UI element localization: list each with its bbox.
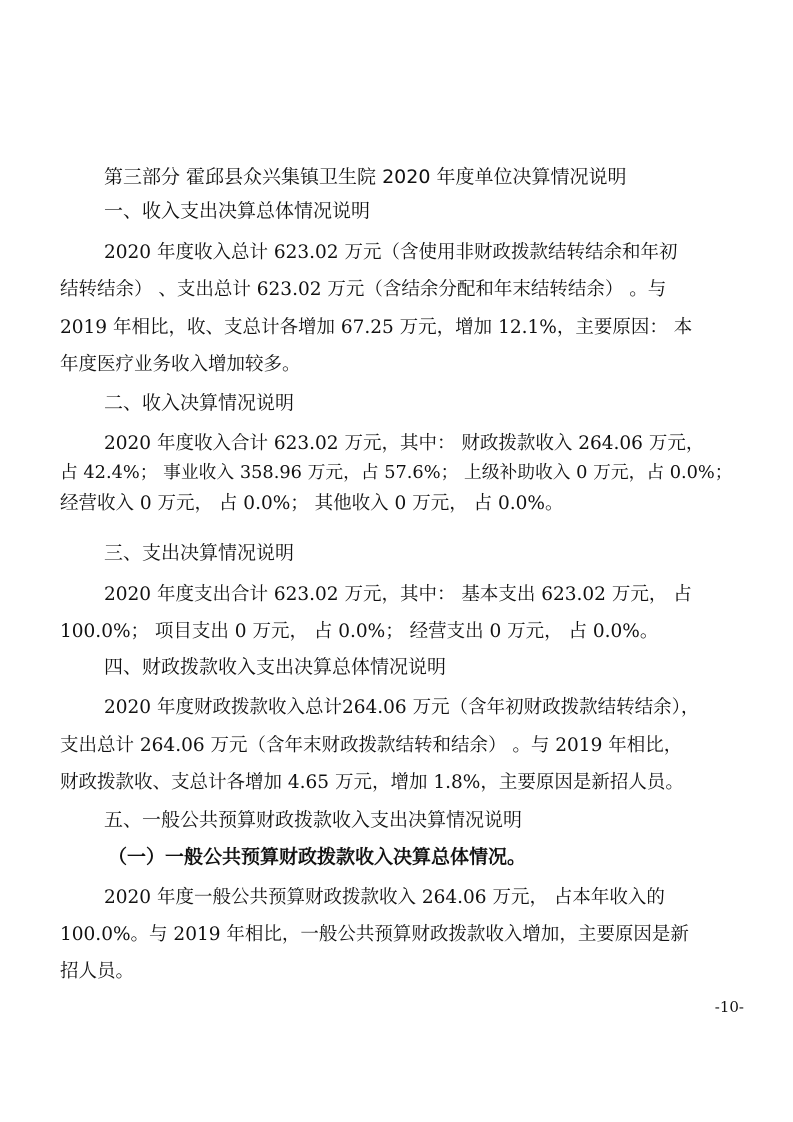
paragraph-line: 2020 年度支出合计 623.02 万元，其中： 基本支出 623.02 万元， 占 [104,584,692,605]
paragraph-line: 财政拨款收、支总计各增加 4.65 万元，增加 1.8%，主要原因是新招人员。 [60,772,684,793]
paragraph-line: 2020 年度收入合计 623.02 万元，其中： 财政拨款收入 264.06 万元， [104,433,705,454]
section-2-heading: 二、收入决算情况说明 [104,392,295,414]
paragraph-line: 年度医疗业务收入增加较多。 [60,354,301,375]
paragraph-line: 2020 年度一般公共预算财政拨款收入 264.06 万元， 占本年收入的 [104,887,665,908]
section-5-subheading: （一）一般公共预算财政拨款收入决算总体情况。 [108,846,527,868]
paragraph-line: 100.0%； 项目支出 0 万元， 占 0.0%； 经营支出 0 万元， 占 0.0%。 [60,621,659,642]
paragraph-line: 2020 年度财政拨款收入总计264.06 万元（含年初财政拨款结转结余）， [104,697,700,718]
section-3-heading: 三、支出决算情况说明 [104,542,295,564]
paragraph-line: 支出总计 264.06 万元（含年末财政拨款结转和结余） 。与 2019 年相比， [60,735,683,756]
page-number: -10- [714,998,744,1016]
paragraph-line: 2019 年相比，收、支总计各增加 67.25 万元，增加 12.1%，主要原因： 本 [60,317,693,338]
page-title: 第三部分 霍邱县众兴集镇卫生院 2020 年度单位决算情况说明 [104,166,627,188]
paragraph-line: 占 42.4%； 事业收入 358.96 万元，占 57.6%； 上级补助收入 0 万元，占 0.0%； [60,463,733,483]
paragraph-line: 100.0%。与 2019 年相比，一般公共预算财政拨款收入增加，主要原因是新 [60,924,689,945]
paragraph-line: 2020 年度收入总计 623.02 万元（含使用非财政拨款结转结余和年初 [104,242,678,263]
section-5-heading: 五、一般公共预算财政拨款收入支出决算情况说明 [104,809,523,831]
section-4-heading: 四、财政拨款收入支出决算总体情况说明 [104,656,447,678]
paragraph-line: 结转结余） 、支出总计 623.02 万元（含结余分配和年末结转结余） 。与 [60,279,667,300]
paragraph-line: 招人员。 [60,961,135,982]
section-1-heading: 一、收入支出决算总体情况说明 [104,200,371,222]
paragraph-line: 经营收入 0 万元， 占 0.0%； 其他收入 0 万元， 占 0.0%。 [60,493,564,514]
